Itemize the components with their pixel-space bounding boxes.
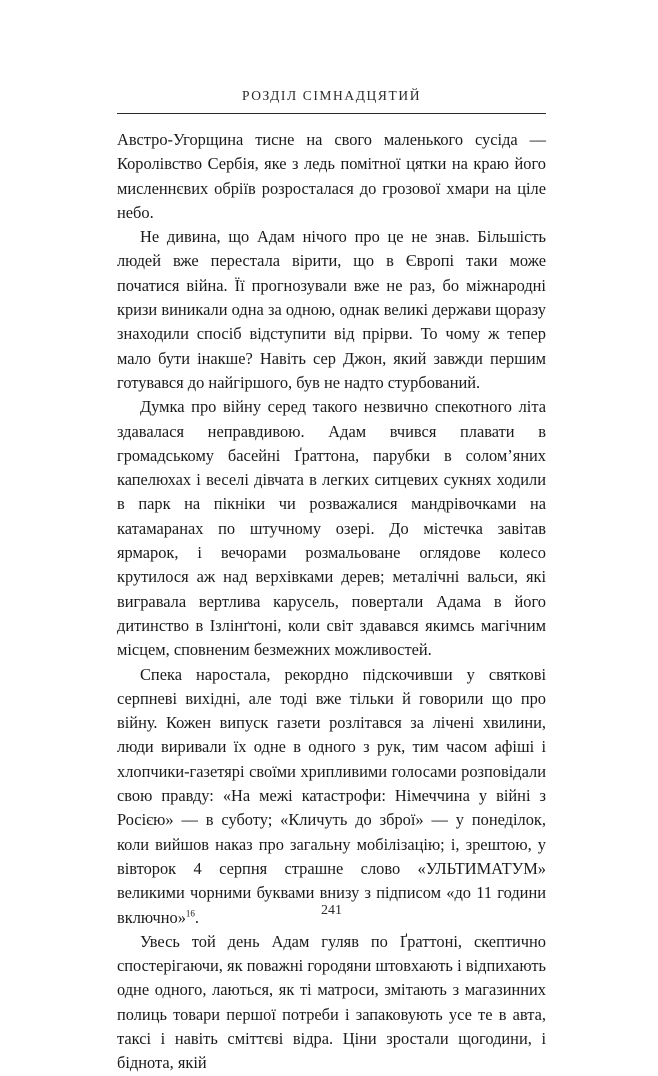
paragraph-5-text: Увесь той день Адам гуляв по Ґраттоні, скептично спостерігаючи, як поважні городяни штовхають і відпихають одне одного, лаються, як ті матроси, змітають з магазинних полиць товари першої потреби і запаковують усе те в авта, таксі і навіть сміттєві відра. Ціни зростали щогодини, і біднота, якій [117,931,546,1073]
paragraph-1-text: Австро-Угорщина тисне на свого маленького сусіда — Королівство Сербія, яке з ледь помітної цятки на краю його мисленнєвих обріїв розросталася до грозової хмари на ціле небо. [117,130,546,222]
paragraph-4: Спека наростала, рекордно підскочивши у святкові серпневі вихідні, але тоді вже тільки й говорили що про війну. Кожен випуск газети розлітався за лічені хвилини, люди виривали їх одне в одного з рук, тим часом афіші і хлопчики-газетярі своїми хрипливими голосами розповідали свою правду: «На межі катастрофи: Німеччина у війні з Росією» — в суботу; «Кличуть до зброї» — у понеділок, коли вийшов наказ про загальну мобілізацію; і, зрештою, у вівторок 4 серпня страшне слово «УЛЬТИМАТУМ» великими чорними буквами внизу з підписом «до 11 години включно»$^{16}$. [117,664,546,927]
running-header: РОЗДІЛ СІМНАДЦЯТИЙ [241,88,422,103]
page-number: 241 [321,903,342,918]
paragraph-2 [117,225,546,395]
paragraph-3 [117,395,546,662]
paragraph-3-text: Думка про війну серед такого незвично спекотного літа здавалася неправдивою. Адам вчився плавати в громадському басейні Ґраттона, парубки в солом’яних капелюхах і веселі дівчата в легких ситцевих сукнях ходили в парк на пікніки чи розважалися мандрівочками на катамаранах по штучному озері. До містечка завітав ярмарок, і вечорами розмальоване оглядове колесо крутилося аж над верхівками дерев; металічні вальси, які вигравала вертлива карусель, повертали Адама в його дитинство в Ізлінґтоні, коли світ здавався якимсь магічним місцем, сповненим безмежних можливостей. [117,397,546,660]
paragraph-4-text: Спека наростала, рекордно підскочивши у святкові серпневі вихідні, але тоді вже тільки й говорили що про війну. Кожен випуск газети розлітався за лічені хвилини, люди виривали їх одне в одного з рук, тим часом афіші і хлопчики-газетярі своїми хрипливими голосами розповідали свою правду: «На межі катастрофи: Німеччина у війні з Росією» — в суботу; «Кличуть до зброї» — у понеділок, коли вийшов наказ про загальну мобілізацію; і, зрештою, у вівторок 4 серпня страшне слово «УЛЬТИМАТУМ» великими чорними буквами внизу з підписом «до 11 години включно» [117,664,546,927]
footnote-reference[interactable]: 16 [185,908,195,919]
paragraph-1 [117,128,546,225]
body-text [117,128,546,1076]
header-rule [117,113,546,114]
paragraph-2-text: Не дивина, що Адам нічого про це не знав. Більшість людей вже перестала вірити, що в Європі таки може початися війна. Її прогнозували вже не раз, бо міжнародні кризи виникали одна за одною, однак великі держави щоразу знаходили спосіб відступити від прірви. То чому ж тепер мало бути інакше? Навіть сер Джон, який завжди першим готувався до найгіршого, був не надто стурбований. [117,227,546,392]
paragraph-5 [117,930,546,1076]
